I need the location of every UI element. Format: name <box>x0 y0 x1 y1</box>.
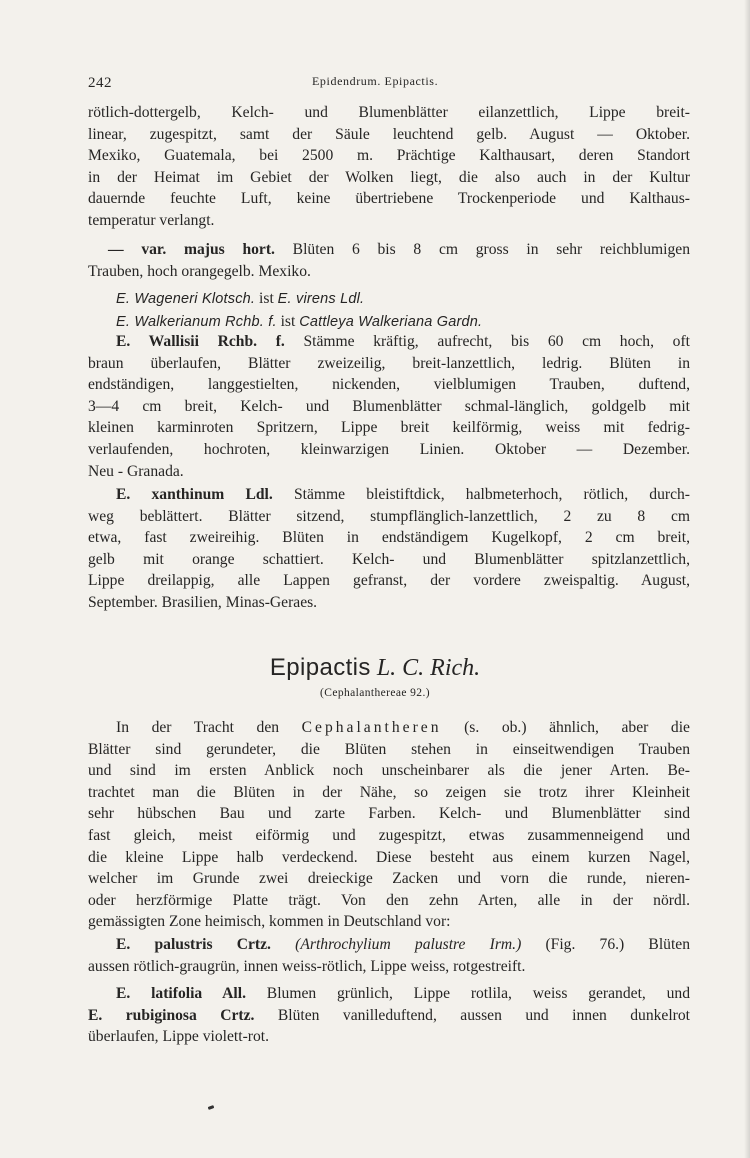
section-subtitle: (Cephalanthereae 92.) <box>320 687 430 699</box>
species-palustris-entry <box>88 934 690 977</box>
text-line: Lippe dreilappig, alle Lappen gefranst, der vordere zweispaltig. August, <box>88 572 690 590</box>
running-title: Epidendrum. Epipactis. <box>312 74 439 88</box>
species-xanthinum-entry <box>88 484 690 614</box>
section-heading <box>0 652 750 682</box>
text-line <box>88 717 690 739</box>
text-line: überlaufen, Lippe violett-rot. <box>88 1028 269 1046</box>
text-line <box>88 239 690 261</box>
synonym-connector: ist <box>255 290 278 307</box>
text-line: linear, zugespitzt, samt der Säule leuchtend gelb. August — Oktober. <box>88 125 690 143</box>
species-name: E. xanthinum Ldl. <box>116 486 273 503</box>
text-line: dauernde feuchte Luft, keine übertriebene Trockenperiode und Kalthaus- <box>88 190 690 208</box>
synonym-name: E. Wageneri Klotsch. <box>116 291 256 307</box>
page-edge-shadow <box>744 0 750 1158</box>
text-line: oder herzförmige Platte trägt. Von den zehn Arten, alle in der nördl. <box>88 891 690 909</box>
text-line: die kleine Lippe halb verdeckend. Diese besteht aus einem kurzen Nagel, <box>88 848 690 866</box>
page-number: 242 <box>88 75 112 91</box>
text-line: trachtet man die Blüten in der Nähe, so zeigen sie trotz ihrer Kleinheit <box>88 783 690 801</box>
text-line: verlaufenden, hochroten, kleinwarzigen Linien. Oktober — Dezember. <box>88 440 690 458</box>
species-name: E. palustris Crtz. <box>116 936 271 953</box>
text-span: Blüten 6 bis 8 cm gross in sehr reichblumigen <box>274 241 690 258</box>
synonym-list <box>88 288 690 333</box>
text-span: (s. ob.) ähnlich, aber die <box>441 719 690 736</box>
text-span: (Fig. 76.) Blüten <box>521 936 691 953</box>
text-line: Neu - Granada. <box>88 462 184 480</box>
text-line: rötlich-dottergelb, Kelch- und Blumenblätter eilanzettlich, Lippe breit- <box>88 104 690 121</box>
species-latifolia-rubiginosa-entry <box>88 983 690 1048</box>
text-line: sehr hübschen Bau und zarte Farben. Kelch- und Blumenblätter sind <box>88 805 690 823</box>
ink-speck <box>208 1105 215 1110</box>
text-span: Blüten vanilleduftend, aussen und innen dunkelrot <box>254 1006 690 1024</box>
text-span: Stämme kräftig, aufrecht, bis 60 cm hoch, oft <box>284 333 690 350</box>
epipactis-description <box>88 717 690 933</box>
synonym-entry <box>88 311 690 334</box>
text-line: September. Brasilien, Minas-Geraes. <box>88 593 318 611</box>
text-line: braun überlaufen, Blätter zweizeilig, breit-lanzettlich, ledrig. Blüten in <box>88 354 690 372</box>
text-line: aussen rötlich-graugrün, innen weiss-rötlich, Lippe weiss, rotgestreift. <box>88 957 526 975</box>
synonym-name: E. Walkerianum Rchb. f. <box>116 313 277 330</box>
synonym-target: E. virens Ldl. <box>277 291 365 307</box>
variety-name: — var. majus hort. <box>108 241 275 258</box>
text-line <box>88 331 690 353</box>
text-line: Mexiko, Guatemala, bei 2500 m. Prächtige Kalthausart, deren Standort <box>88 147 690 165</box>
synonym-connector: ist <box>276 312 300 330</box>
text-span: Blumen grünlich, Lippe rotlila, weiss gerandet, und <box>245 985 690 1002</box>
text-line: temperatur verlangt. <box>88 211 215 229</box>
text-line: 3—4 cm breit, Kelch- und Blumenblätter schmal-länglich, goldgelb mit <box>88 397 690 415</box>
species-name: E. latifolia All. <box>116 985 246 1002</box>
species-name: E. Wallisii Rchb. f. <box>116 333 285 350</box>
text-line: welcher im Grunde zwei dreieckige Zacken und vorn die runde, nieren- <box>88 870 690 888</box>
text-line: fast gleich, meist eiförmig und zugespitzt, etwas zusammenneigend und <box>88 826 690 844</box>
text-line: endständigen, langgestielten, nickenden, vielblumigen Trauben, duftend, <box>88 376 690 394</box>
text-line: gelb mit orange schattiert. Kelch- und Blumenblätter spitzlanzettlich, <box>88 550 690 568</box>
text-line: kleinen karminroten Spritzern, Lippe breit keilförmig, weiss mit fedrig- <box>88 419 690 437</box>
text-line: etwa, fast zweireihig. Blüten in endständigem Kugelkopf, 2 cm breit, <box>88 529 690 547</box>
intro-paragraph <box>88 102 690 232</box>
text-line <box>88 1005 690 1027</box>
text-line: weg beblättert. Blätter sitzend, stumpflänglich-lanzettlich, 2 zu 8 cm <box>88 507 690 525</box>
genus-author: L. C. Rich. <box>376 655 481 681</box>
text-span: Stämme bleistiftdick, halbmeterhoch, rötlich, durch- <box>272 486 691 503</box>
species-name: E. rubiginosa Crtz. <box>88 1006 255 1024</box>
text-line: in der Heimat im Gebiet der Wolken liegt, die also auch in der Kultur <box>88 168 690 186</box>
text-line: und sind im ersten Anblick noch unscheinbarer als die jener Arten. Be- <box>88 762 690 780</box>
synonym-name: (Arthrochylium palustre Irm.) <box>295 936 522 953</box>
synonym-entry <box>88 288 690 311</box>
text-span: In der Tracht den <box>116 719 302 736</box>
text-line <box>88 484 690 506</box>
species-wallisii-entry <box>88 331 690 482</box>
text-line: Trauben, hoch orangegelb. Mexiko. <box>88 262 311 280</box>
text-line <box>88 983 690 1005</box>
synonym-target: Cattleya Walkeriana Gardn. <box>299 313 483 330</box>
genus-name: Epipactis <box>269 654 371 681</box>
text-line: Blätter sind gerundeter, die Blüten stehen in einseitwendigen Trauben <box>88 740 690 758</box>
text-line <box>88 934 690 956</box>
spaced-term: Cephalantheren <box>301 719 442 736</box>
text-line: gemässigten Zone heimisch, kommen in Deutschland vor: <box>88 913 451 931</box>
variety-majus-entry <box>88 239 690 282</box>
